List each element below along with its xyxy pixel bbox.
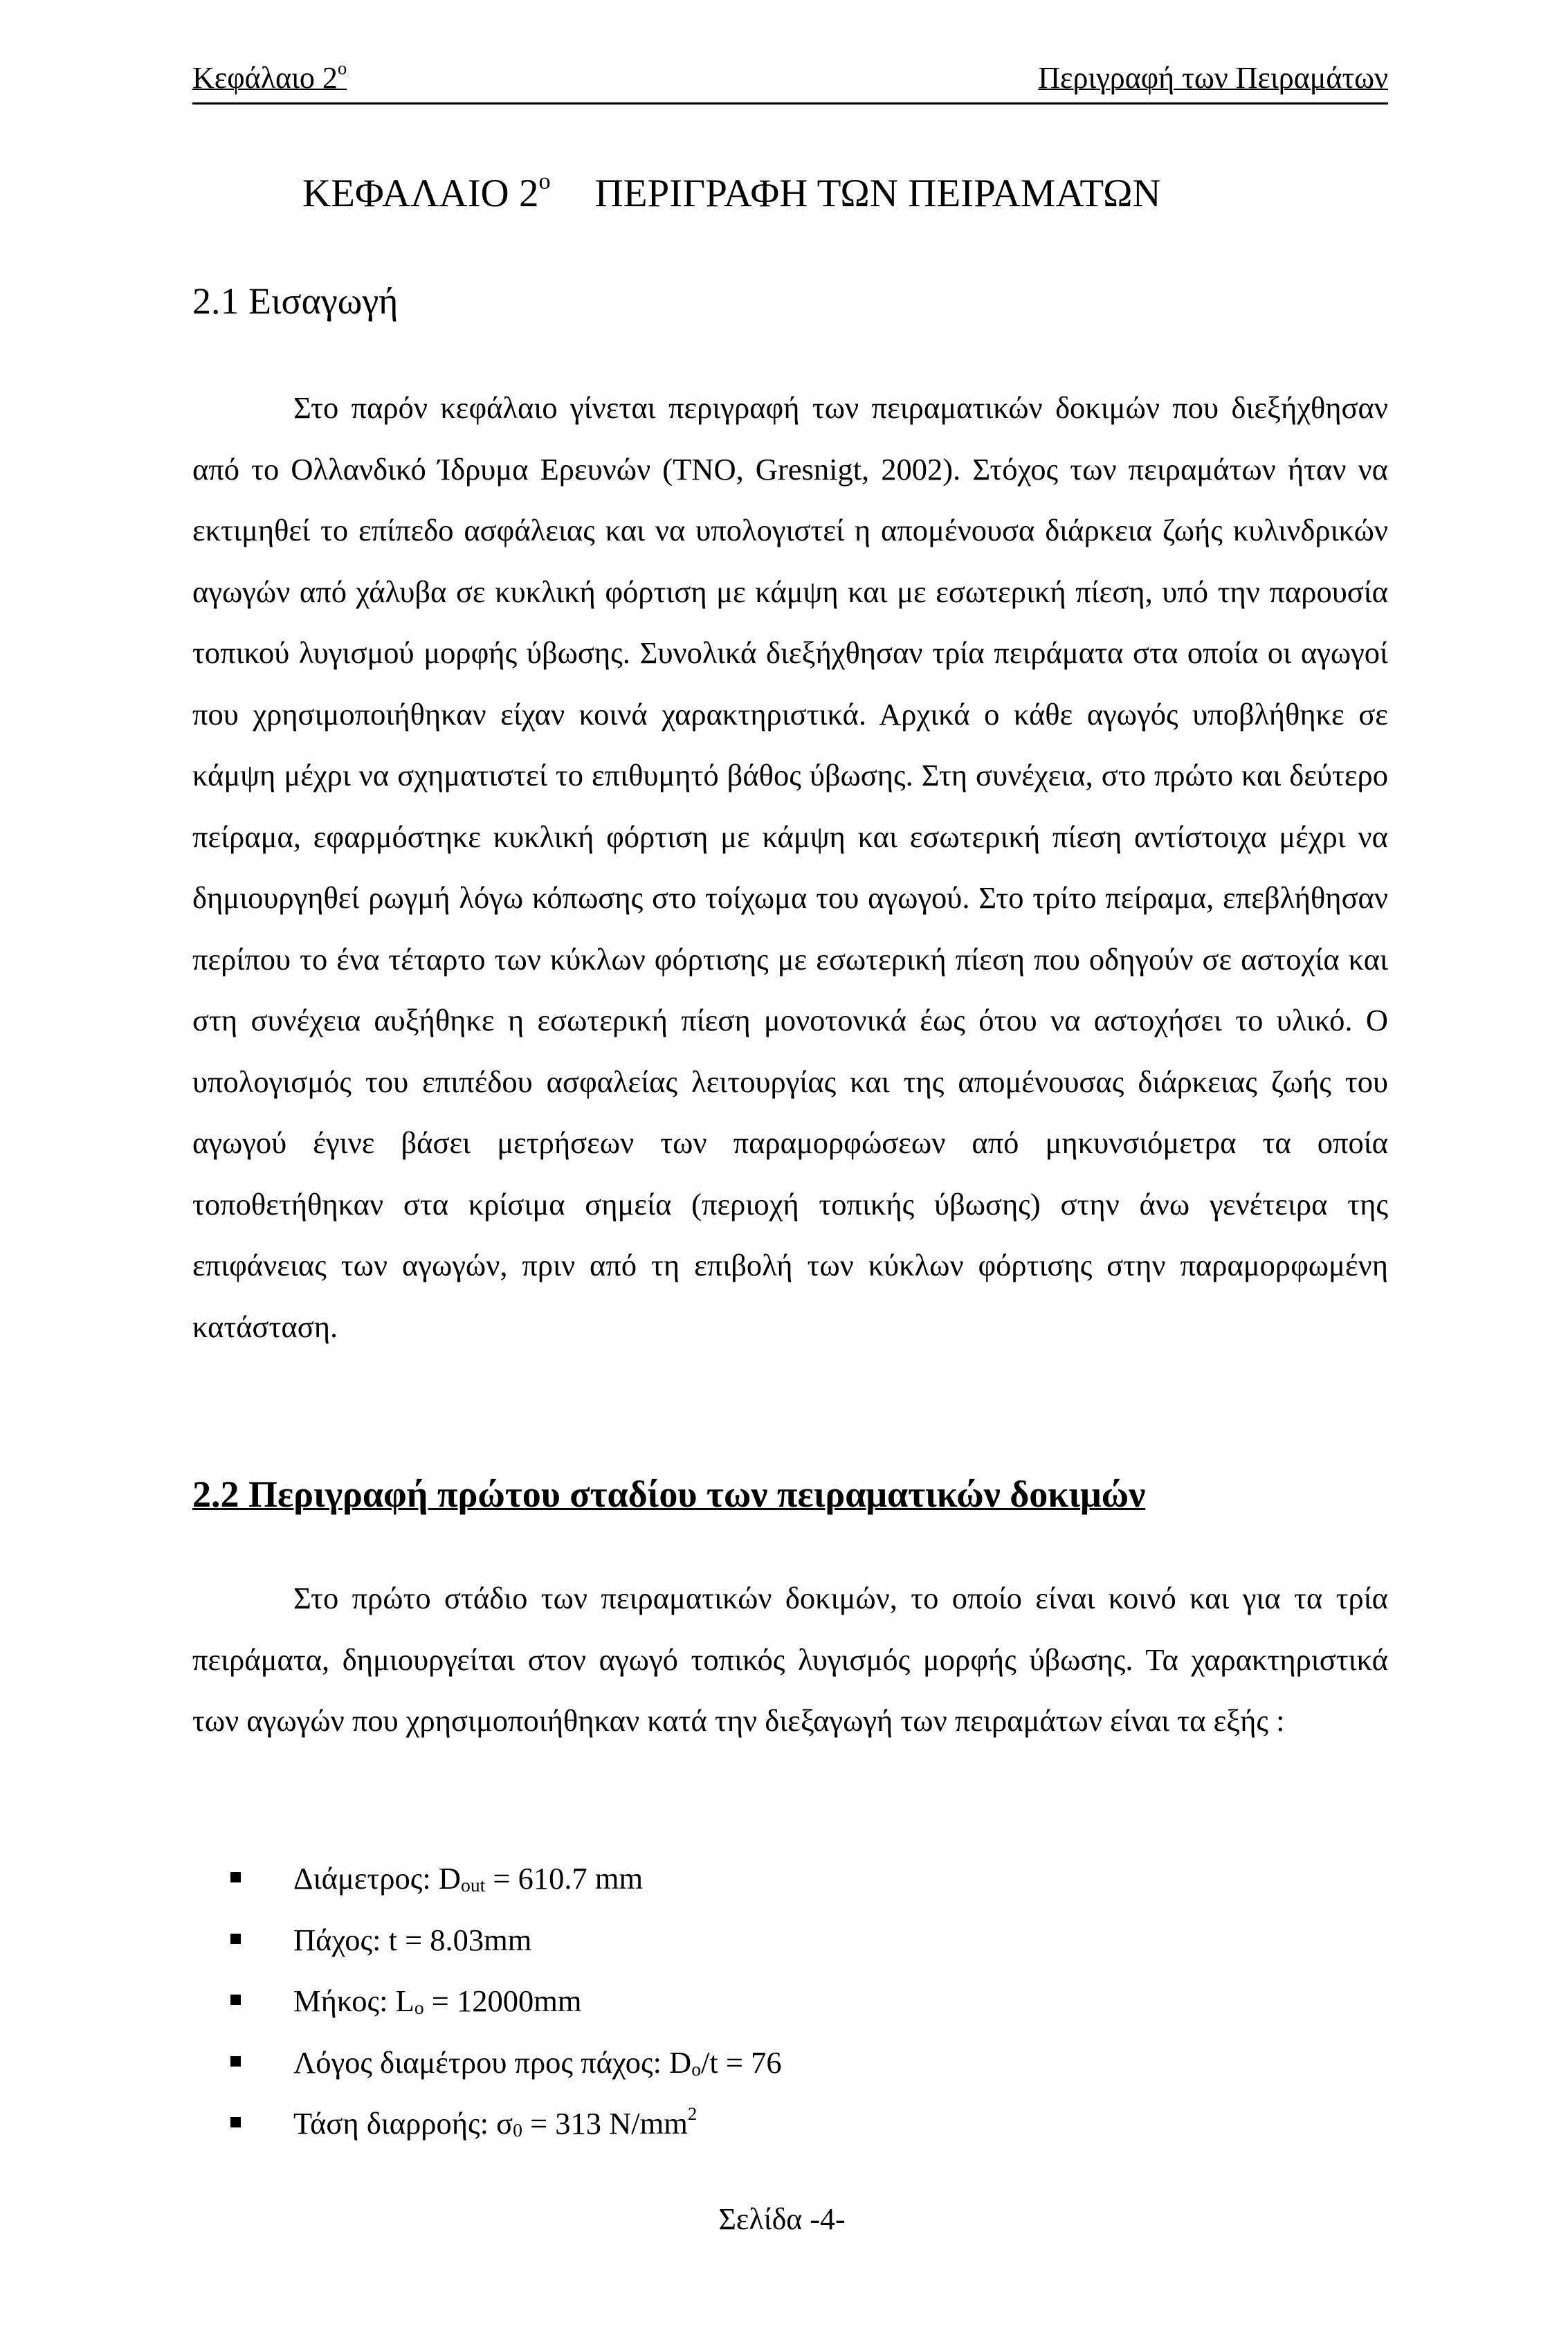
list-item-thickness: Πάχος: t = 8.03mm [192, 1909, 1388, 1971]
bullet-square-icon [230, 1934, 241, 1944]
bullet-square-icon [230, 1872, 241, 1882]
bullet-square-icon [230, 2056, 241, 2067]
page-number: Σελίδα -4- [718, 2202, 846, 2236]
list-item-yield-stress: Τάση διαρροής: $\sigma_0 = 313$ $N/mm^2$ [192, 2093, 1388, 2154]
chapter-title: ΚΕΦΑΛΑΙΟ $2^o$ ΠΕΡΙΓΡΑΦΗ ΤΩΝ ΠΕΙΡΑΜΑΤΩΝ [302, 168, 1161, 215]
header-section-label: Περιγραφή των Πειραμάτων [1038, 61, 1388, 95]
header-chapter-label: Κεφάλαιο $2^o$ [192, 57, 347, 95]
section-heading-first-stage: 2.2 Περιγραφή πρώτου σταδίου των πειραματικών δοκιμών [192, 1473, 1146, 1515]
running-header [192, 54, 1388, 105]
bullet-square-icon [230, 1995, 241, 2005]
list-item-diameter: Διάμετρος: $D_{out} = 610.7$ mm [192, 1848, 1388, 1909]
bullet-square-icon [230, 2117, 241, 2127]
introduction-paragraph: Στο παρόν κεφάλαιο γίνεται περιγραφή των πειραματικών δοκιμών που διεξήχθησαν από το Ολλανδικό Ίδρυμα Ερευνών (TNO, Gresnigt, 2002). Στόχος των πειραμάτων ήταν να εκτιμηθεί το επίπεδο ασφάλειας και να υπολογιστεί η απομένουσα διάρκεια ζωής κυλινδρικών αγωγών από χάλυβα σε κυκλική φόρτιση με κάμψη και με εσωτερική πίεση, υπό την παρουσία τοπικού λυγισμού μορφής ύβωσης. Συνολικά διεξήχθησαν τρία πειράματα στα οποία οι αγωγοί που χρησιμοποιήθηκαν είχαν κοινά χαρακτηριστικά. Αρχικά ο κάθε αγωγός υποβλήθηκε σε κάμψη μέχρι να σχηματιστεί το επιθυμητό βάθος ύβωσης. Στη συνέχεια, στο πρώτο και δεύτερο πείραμα, εφαρμόστηκε κυκλική φόρτιση με κάμψη και εσωτερική πίεση αντίστοιχα μέχρι να δημιουργηθεί ρωγμή λόγω κόπωσης στο τοίχωμα του αγωγού. Στο τρίτο πείραμα, επεβλήθησαν περίπου το ένα τέταρτο των κύκλων φόρτισης με εσωτερική πίεση που οδηγούν σε αστοχία και στη συνέχεια αυξήθηκε η εσωτερική πίεση μονοτονικά έως ότου να αστοχήσει το υλικό. Ο υπολογισμός του επιπέδου ασφαλείας λειτουργίας και της απομένουσας διάρκειας ζωής του αγωγού έγινε βάσει μετρήσεων των παραμορφώσεων από μηκυνσιόμετρα τα οποία τοποθετήθηκαν στα κρίσιμα σημεία (περιοχή τοπικής ύβωσης) στην άνω γενέτειρα της επιφάνειας των αγωγών, πριν από τη επιβολή των κύκλων φόρτισης στην παραμορφωμένη κατάσταση. [192, 390, 1388, 1344]
pipe-characteristics-list [192, 1848, 1388, 2154]
list-item-length: Μήκος: $L_o = 12000mm$ [192, 1970, 1388, 2032]
section-heading-introduction: 2.1 Εισαγωγή [192, 280, 399, 322]
list-item-diameter-thickness-ratio: Λόγος διαμέτρου προς πάχος: $D_o/t = 76$ [192, 2032, 1388, 2094]
first-stage-paragraph: Στο πρώτο στάδιο των πειραματικών δοκιμών, το οποίο είναι κοινό και για τα τρία πειράματα, δημιουργείται στον αγωγό τοπικός λυγισμός μορφής ύβωσης. Τα χαρακτηριστικά των αγωγών που χρησιμοποιήθηκαν κατά την διεξαγωγή των πειραμάτων είναι τα εξής : [192, 1581, 1388, 1738]
